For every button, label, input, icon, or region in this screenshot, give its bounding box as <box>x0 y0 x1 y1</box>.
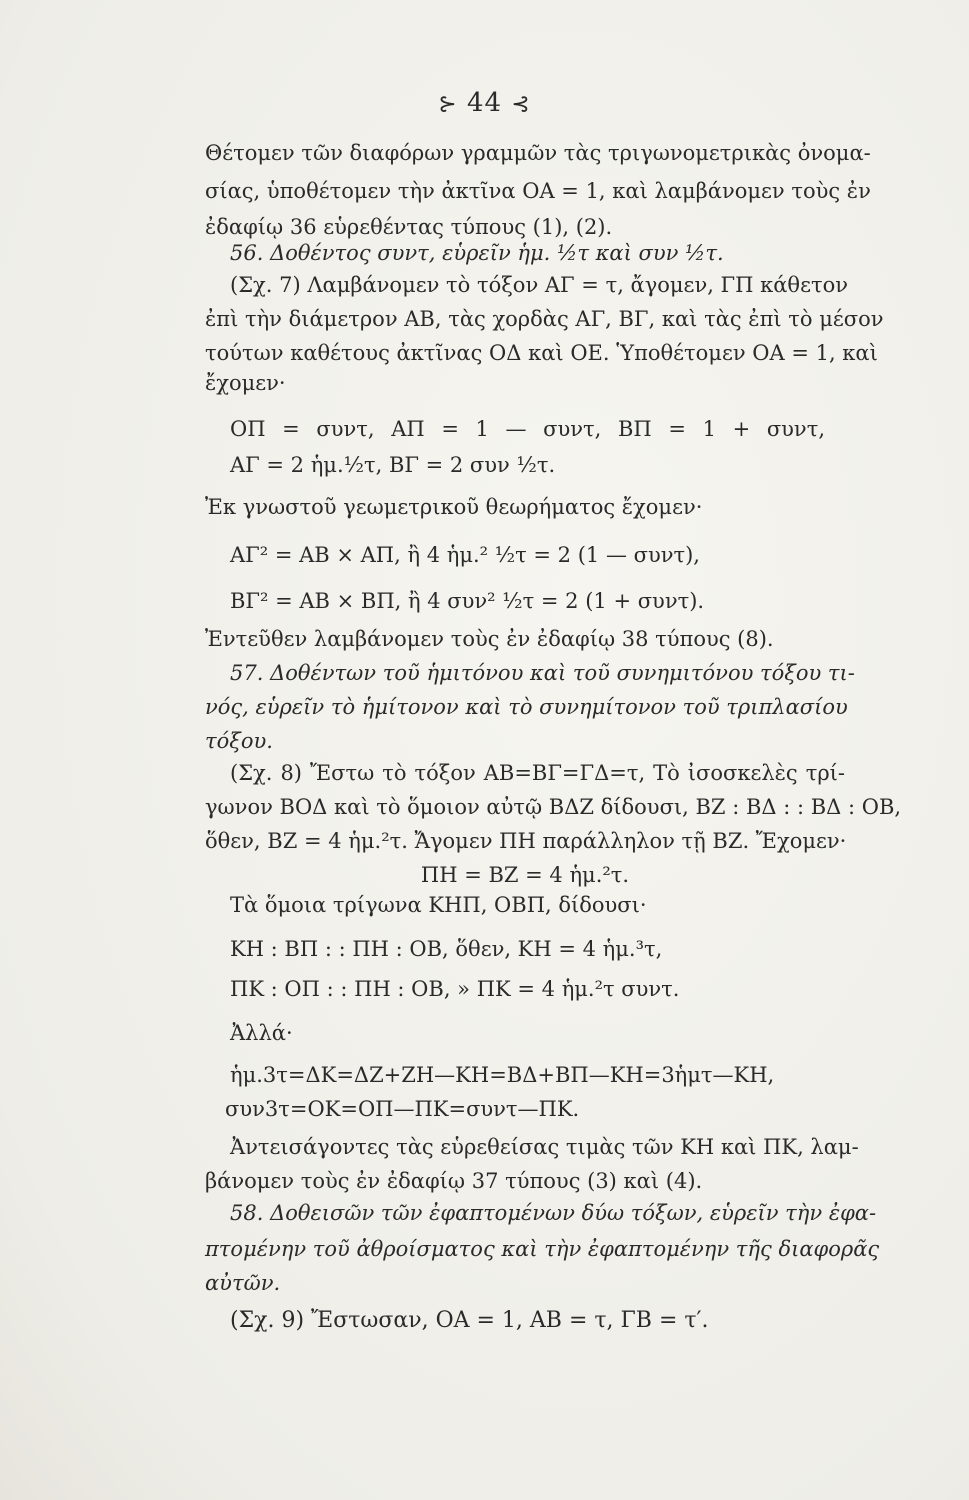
left-ornament-icon: ⊱ <box>438 91 458 117</box>
equation-line: ἡμ.3τ=ΔΚ=ΔΖ+ΖΗ—ΚΗ=ΒΔ+ΒΠ—ΚΗ=3ἡμτ—ΚΗ, <box>230 1063 775 1087</box>
text-line: (Σχ. 9) Ἔστωσαν, ΟΑ = 1, ΑΒ = τ, ΓΒ = τ′. <box>230 1308 709 1333</box>
section-heading: 57. Δοθέντων τοῦ ἡμιτόνου καὶ τοῦ συνημιτόνου τόξου τι- <box>230 661 855 685</box>
text-line: σίας, ὑποθέτομεν τὴν ἀκτῖνα ΟΑ = 1, καὶ λαμβάνομεν τοὺς ἐν <box>205 179 871 203</box>
text-line: ἔχομεν· <box>205 371 286 395</box>
equation-line: ΑΓ² = ΑΒ × ΑΠ, ἢ 4 ἡμ.² ½τ = 2 (1 — συντ), <box>230 543 700 567</box>
text-line: Τὰ ὅμοια τρίγωνα ΚΗΠ, ΟΒΠ, δίδουσι· <box>230 893 647 917</box>
equation-line: συν3τ=ΟΚ=ΟΠ—ΠΚ=συντ—ΠΚ. <box>225 1097 580 1121</box>
page-header <box>0 88 969 118</box>
equation-line: ΠΗ = ΒΖ = 4 ἡμ.²τ. <box>420 863 630 887</box>
section-heading: 58. Δοθεισῶν τῶν ἐφαπτομένων δύω τόξων, εὑρεῖν τὴν ἐφα- <box>230 1201 877 1225</box>
text-line: πτομένην τοῦ ἀθροίσματος καὶ τὴν ἐφαπτομένην τῆς διαφορᾶς <box>205 1237 880 1261</box>
text-line: Ἀντεισάγοντες τὰς εὑρεθείσας τιμὰς τῶν ΚΗ καὶ ΠΚ, λαμ- <box>230 1135 859 1159</box>
text-line: (Σχ. 7) Λαμβάνομεν τὸ τόξον ΑΓ = τ, ἄγομεν, ΓΠ κάθετον <box>230 273 848 297</box>
right-ornament-icon: ⊰ <box>511 91 531 117</box>
text-line: ἐδαφίῳ 36 εὑρεθέντας τύπους (1), (2). <box>205 215 613 239</box>
text-line: ὅθεν, ΒΖ = 4 ἡμ.²τ. Ἄγομεν ΠΗ παράλληλον τῇ ΒΖ. Ἔχομεν· <box>205 829 847 853</box>
text-line: Ἐκ γνωστοῦ γεωμετρικοῦ θεωρήματος ἔχομεν· <box>205 495 703 519</box>
text-line: Ἀλλά· <box>230 1021 293 1045</box>
equation-line: ΟΠ = συντ, ΑΠ = 1 — συντ, ΒΠ = 1 + συντ, <box>230 417 825 441</box>
text-line: νός, εὑρεῖν τὸ ἡμίτονον καὶ τὸ συνημίτονον τοῦ τριπλασίου <box>205 695 848 719</box>
text-line: τόξου. <box>205 729 273 753</box>
equation-line: ΒΓ² = ΑΒ × ΒΠ, ἢ 4 συν² ½τ = 2 (1 + συντ). <box>230 589 705 613</box>
text-line: τούτων καθέτους ἀκτῖνας ΟΔ καὶ ΟΕ. Ὑποθέτομεν ΟΑ = 1, καὶ <box>205 341 878 365</box>
text-line: (Σχ. 8) Ἔστω τὸ τόξον ΑΒ=ΒΓ=ΓΔ=τ, Τὸ ἰσοσκελὲς τρί- <box>230 761 845 785</box>
equation-line: ΠΚ : ΟΠ : : ΠΗ : ΟΒ, » ΠΚ = 4 ἡμ.²τ συντ. <box>230 977 680 1001</box>
page-number: 44 <box>466 88 503 118</box>
text-line: γωνον ΒΟΔ καὶ τὸ ὅμοιον αὐτῷ ΒΔΖ δίδουσι, ΒΖ : ΒΔ : : ΒΔ : ΟΒ, <box>205 795 902 819</box>
text-line: αὐτῶν. <box>205 1271 281 1295</box>
text-line: βάνομεν τοὺς ἐν ἐδαφίῳ 37 τύπους (3) καὶ (4). <box>205 1169 703 1193</box>
equation-line: ΑΓ = 2 ἡμ.½τ, ΒΓ = 2 συν ½τ. <box>230 453 556 477</box>
section-heading: 56. Δοθέντος συντ, εὑρεῖν ἡμ. ½τ καὶ συν ½τ. <box>230 241 724 265</box>
text-line: Ἐντεῦθεν λαμβάνομεν τοὺς ἐν ἐδαφίῳ 38 τύπους (8). <box>205 627 774 651</box>
equation-line: ΚΗ : ΒΠ : : ΠΗ : ΟΒ, ὅθεν, ΚΗ = 4 ἡμ.³τ, <box>230 937 663 961</box>
text-line: Θέτομεν τῶν διαφόρων γραμμῶν τὰς τριγωνομετρικὰς ὀνομα- <box>205 141 871 165</box>
text-line: ἐπὶ τὴν διάμετρον ΑΒ, τὰς χορδὰς ΑΓ, ΒΓ, καὶ τὰς ἐπὶ τὸ μέσον <box>205 307 884 331</box>
